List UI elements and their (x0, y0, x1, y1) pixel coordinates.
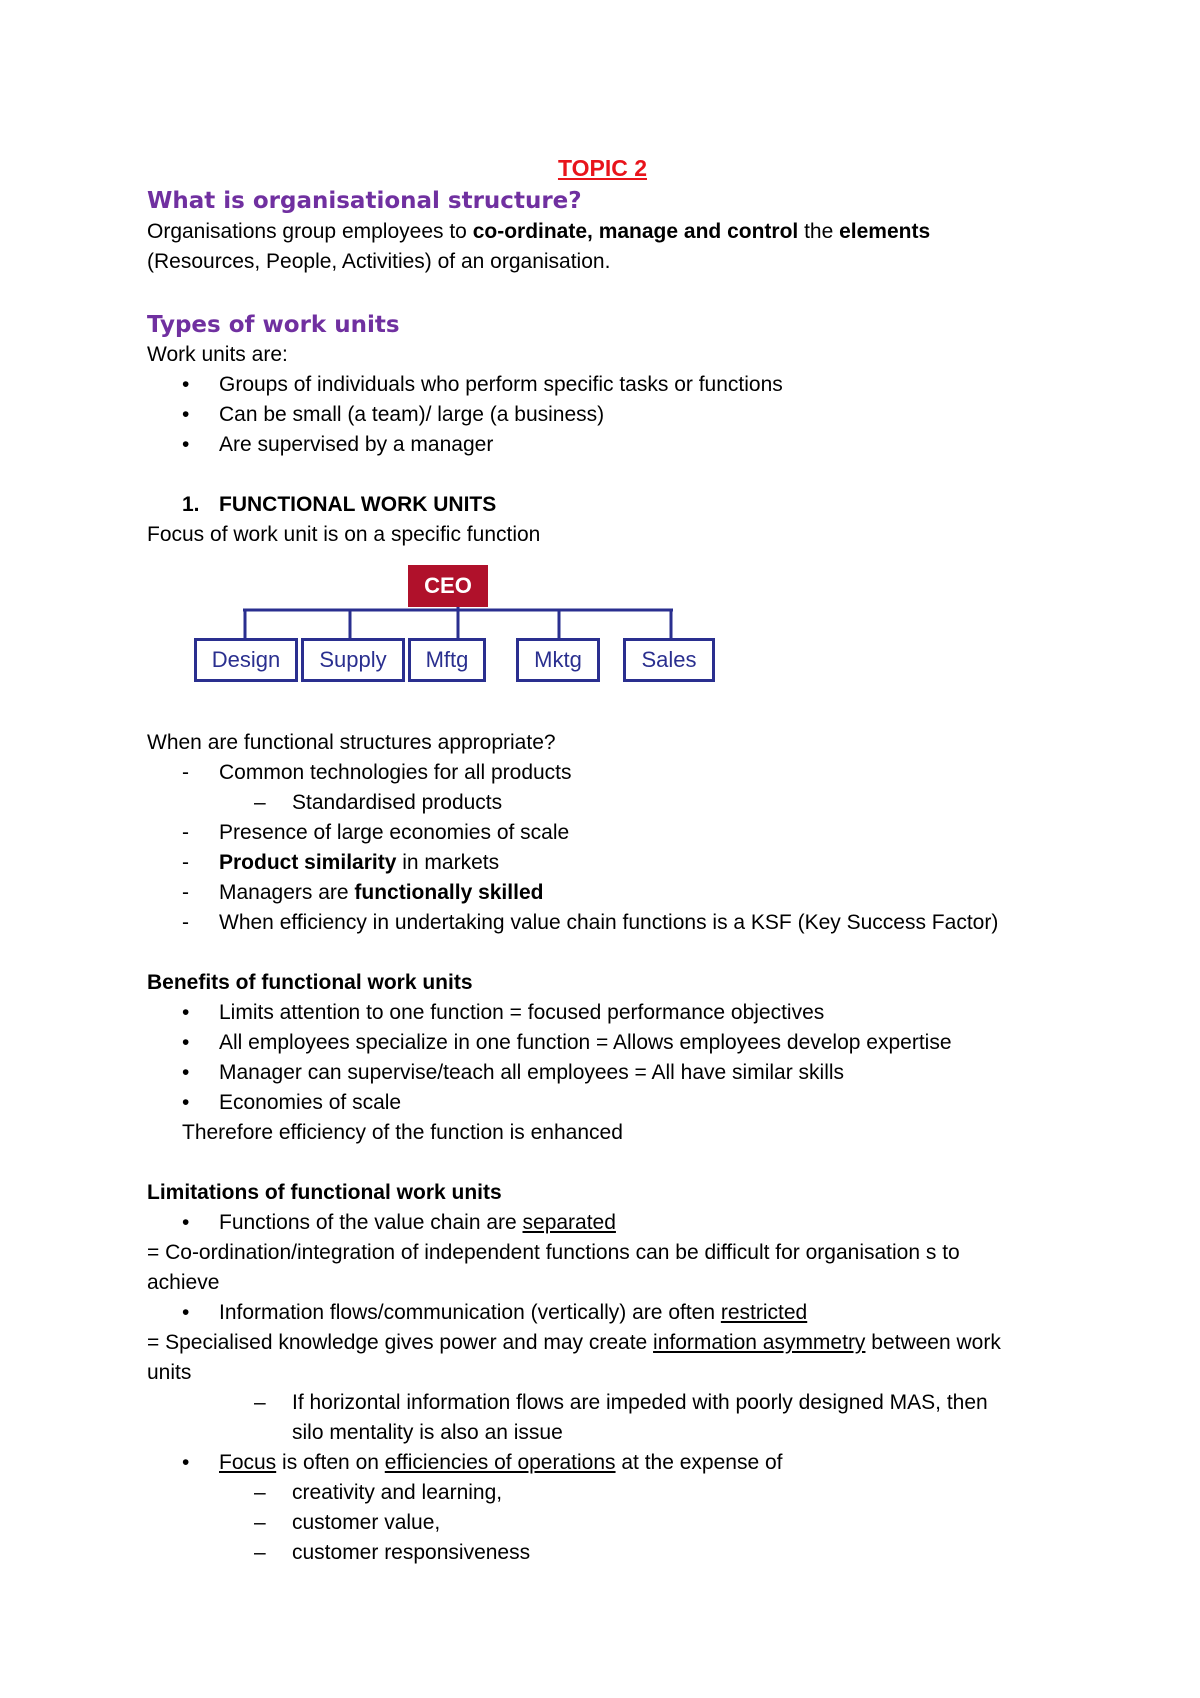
dash-marker: - (182, 911, 189, 934)
sub-list-item: silo mentality is also an issue (292, 1421, 563, 1444)
sub-list-item: If horizontal information flows are impeded with poorly designed MAS, then (292, 1391, 988, 1414)
sub-list-item: customer value, (292, 1511, 441, 1534)
list-item: Limits attention to one function = focused performance objectives (219, 1001, 825, 1024)
bullet-icon: • (182, 1061, 190, 1084)
list-item (219, 1298, 807, 1328)
list-item: Can be small (a team)/ large (a business) (219, 403, 605, 426)
bullet-icon: • (182, 1031, 190, 1054)
benefits-conclusion: Therefore efficiency of the function is enhanced (182, 1121, 623, 1144)
paragraph-definition-line2: (Resources, People, Activities) of an organisation. (147, 250, 611, 273)
list-item (219, 1448, 783, 1478)
list-item (219, 878, 543, 908)
page-title: TOPIC 2 (557, 155, 648, 181)
bold-text: elements (839, 220, 931, 243)
org-chart-unit-sales: Sales (623, 638, 715, 682)
list-item: Common technologies for all products (219, 761, 572, 784)
text: the (798, 220, 840, 243)
bullet-icon: • (182, 373, 190, 396)
underlined-text: restricted (720, 1301, 808, 1324)
limitations-heading: Limitations of functional work units (147, 1181, 502, 1204)
functional-focus: Focus of work unit is on a specific function (147, 523, 541, 546)
bullet-icon: • (182, 433, 190, 456)
org-chart-unit-mftg: Mftg (408, 638, 486, 682)
underlined-text: efficiencies of operations (384, 1451, 616, 1474)
functional-heading: FUNCTIONAL WORK UNITS (219, 493, 497, 516)
text: Information flows/communication (vertically) are often (219, 1301, 721, 1324)
list-item (219, 1208, 616, 1238)
list-item: Are supervised by a manager (219, 433, 494, 456)
subdash-marker: – (254, 1481, 266, 1504)
bullet-icon: • (182, 1301, 190, 1324)
org-chart-unit-supply: Supply (301, 638, 405, 682)
text: Organisations group employees to (147, 220, 473, 243)
sub-list-item: creativity and learning, (292, 1481, 503, 1504)
dash-marker: - (182, 761, 189, 784)
list-item (219, 848, 499, 878)
work-units-intro: Work units are: (147, 343, 288, 366)
dash-marker: - (182, 881, 189, 904)
bullet-icon: • (182, 1091, 190, 1114)
text: between work (865, 1331, 1001, 1354)
org-chart-ceo-box: CEO (408, 565, 488, 607)
limitations-eq2-line2: units (147, 1361, 192, 1384)
text: at the expense of (615, 1451, 783, 1474)
org-chart-connectors (0, 0, 1200, 700)
dash-marker: - (182, 821, 189, 844)
dash-marker: - (182, 851, 189, 874)
subdash-marker: – (254, 1511, 266, 1534)
list-item: All employees specialize in one function = Allows employees develop expertise (219, 1031, 952, 1054)
sub-list-item: customer responsiveness (292, 1541, 531, 1564)
org-chart-unit-mktg: Mktg (516, 638, 600, 682)
benefits-heading: Benefits of functional work units (147, 971, 473, 994)
list-item: Manager can supervise/teach all employees = All have similar skills (219, 1061, 845, 1084)
list-item: Economies of scale (219, 1091, 402, 1114)
functional-number: 1. (182, 493, 200, 516)
list-item: When efficiency in undertaking value chain functions is a KSF (Key Success Factor) (219, 911, 999, 934)
bold-text: Product similarity (219, 851, 397, 874)
bullet-icon: • (182, 1451, 190, 1474)
underlined-text: Focus (219, 1451, 277, 1474)
limitations-eq1-line2: achieve (147, 1271, 220, 1294)
subdash-marker: – (254, 1541, 266, 1564)
text: is often on (276, 1451, 385, 1474)
text: Managers are (219, 881, 355, 904)
bold-text: co-ordinate, manage and control (472, 220, 799, 243)
heading-organisational-structure: What is organisational structure? (147, 188, 582, 214)
text: in markets (396, 851, 500, 874)
heading-types-of-work-units: Types of work units (147, 312, 400, 338)
text: = Specialised knowledge gives power and may create (147, 1331, 654, 1354)
list-item: Groups of individuals who perform specific tasks or functions (219, 373, 783, 396)
bold-text: functionally skilled (354, 881, 544, 904)
underlined-text: information asymmetry (653, 1331, 866, 1354)
appropriate-question: When are functional structures appropriate? (147, 731, 556, 754)
subdash-marker: – (254, 791, 266, 814)
subdash-marker: – (254, 1391, 266, 1414)
list-item: Presence of large economies of scale (219, 821, 570, 844)
sub-list-item: Standardised products (292, 791, 503, 814)
text: Functions of the value chain are (219, 1211, 523, 1234)
bullet-icon: • (182, 403, 190, 426)
limitations-eq1-line1: = Co-ordination/integration of independent functions can be difficult for organisation s to (147, 1241, 960, 1264)
org-chart-unit-design: Design (194, 638, 298, 682)
underlined-text: separated (522, 1211, 616, 1234)
bullet-icon: • (182, 1001, 190, 1024)
bullet-icon: • (182, 1211, 190, 1234)
limitations-eq2-line1 (147, 1328, 1001, 1358)
